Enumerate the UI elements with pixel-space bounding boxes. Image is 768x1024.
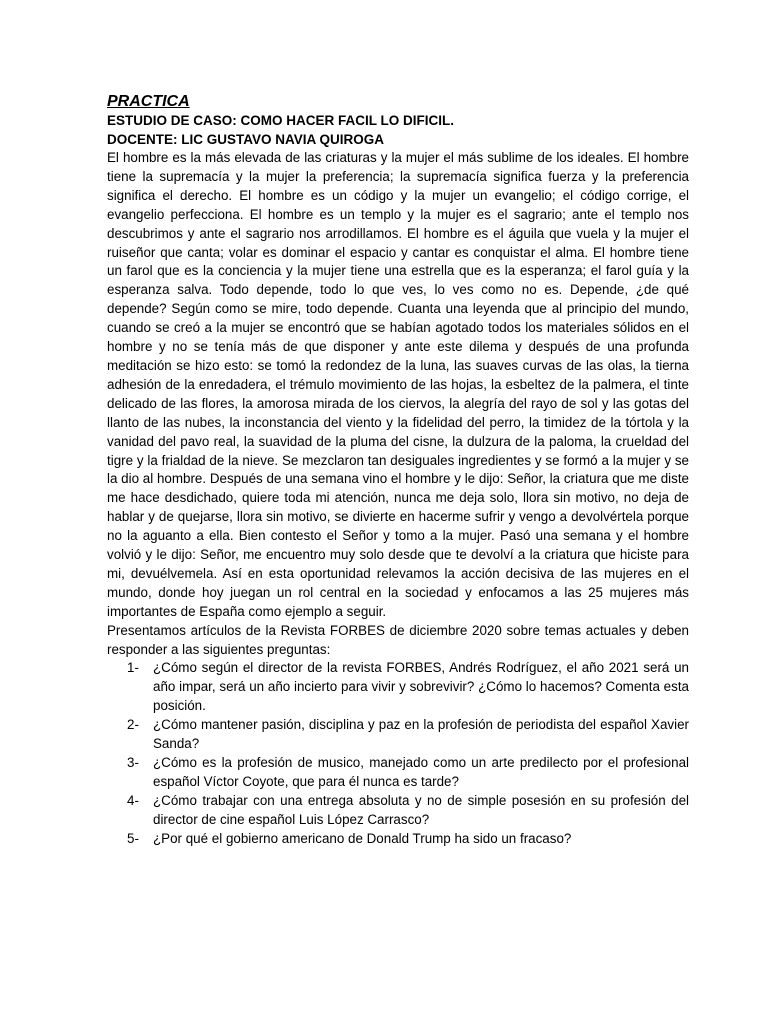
question-item: [107, 659, 689, 716]
question-number: 1-: [127, 660, 139, 676]
case-study-heading: ESTUDIO DE CASO: COMO HACER FACIL LO DIFICIL.: [107, 113, 455, 128]
teacher-heading: DOCENTE: LIC GUSTAVO NAVIA QUIROGA: [107, 131, 385, 147]
questions-list: [107, 659, 689, 848]
question-number: 2-: [127, 717, 139, 733]
document-page: [107, 92, 689, 849]
question-text: ¿Cómo trabajar con una entrega absoluta y no de simple posesión en su profesión del director de cine español Luis López Carrasco?: [153, 792, 689, 827]
body-paragraph: El hombre es la más elevada de las criaturas y la mujer el más sublime de los ideales. El hombre tiene la supremacía y la mujer la preferencia; la supremacía significa fuerza y la preferencia significa el derecho. El hombre es un código y la mujer un evangelio; el código corrige, el evangelio perfecciona. El hombre es un templo y la mujer es el sagrario; ante el templo nos descubrimos y ante el sagrario nos arrodillamos. El hombre es el águila que vuela y la mujer el ruiseñor que canta; volar es dominar el espacio y cantar es conquistar el alma. El hombre tiene un farol que es la conciencia y la mujer tiene una estrella que es la esperanza; el farol guía y la esperanza salva. Todo depende, todo lo que ves, lo ves como no es. Depende, ¿de qué depende? Según como se mire, todo depende. Cuanta una leyenda que al principio del mundo, cuando se creó a la mujer se encontró que se habían agotado todos los materiales sólidos en el hombre y no se tenía más de que disponer y ante este dilema y después de una profunda meditación se hizo esto: se tomó la redondez de la luna, las suaves curvas de las olas, la tierna adhesión de la enredadera, el trémulo movimiento de las hojas, la esbeltez de la palmera, el tinte delicado de las flores, la amorosa mirada de los ciervos, la alegría del rayo de sol y las gotas del llanto de las nubes, la inconstancia del viento y la fidelidad del perro, la timidez de la tórtola y la vanidad del pavo real, la suavidad de la pluma del cisne, la dulzura de la paloma, la crueldad del tigre y la frialdad de la nieve. Se mezclaron tan desiguales ingredientes y se formó a la mujer y se la dio al hombre. Después de una semana vino el hombre y le dijo: Señor, la criatura que me diste me hace desdichado, quiere toda mi atención, nunca me deja solo, llora sin motivo, no deja de hablar y de quejarse, llora sin motivo, se divierte en hacerme sufrir y vengo a devolvértela porque no la aguanto a ella. Bien contesto el Señor y tomo a la mujer. Pasó una semana y el hombre volvió y le dijo: Señor, me encuentro muy solo desde que te devolví a la criatura que hiciste para mi, devuélvemela. Así en esta oportunidad relevamos la acción decisiva de las mujeres en el mundo, donde hoy juegan un rol central en la sociedad y enfocamos a las 25 mujeres más importantes de España como ejemplo a seguir.: [107, 150, 689, 619]
question-text: ¿Cómo según el director de la revista FORBES, Andrés Rodríguez, el año 2021 será un año impar, será un año incierto para vivir y sobrevivir? ¿Cómo lo hacemos? Comenta esta posición.: [153, 660, 689, 714]
question-text: ¿Por qué el gobierno americano de Donald Trump ha sido un fracaso?: [153, 830, 572, 846]
question-item: [107, 716, 689, 754]
question-number: 3-: [127, 755, 139, 770]
document-title: PRACTICA: [107, 93, 190, 110]
question-text: ¿Cómo es la profesión de musico, manejado como un arte predilecto por el profesional español Víctor Coyote, que para él nunca es tarde?: [153, 755, 689, 789]
questions-intro: Presentamos artículos de la Revista FORBES de diciembre 2020 sobre temas actuales y deben responder a las siguientes preguntas:: [107, 622, 689, 657]
question-item: [107, 792, 689, 830]
question-item: [107, 754, 689, 792]
question-item: [107, 830, 689, 849]
question-number: 4-: [127, 792, 139, 808]
question-number: 5-: [127, 830, 139, 846]
question-text: ¿Cómo mantener pasión, disciplina y paz en la profesión de periodista del español Xavier Sanda?: [153, 717, 689, 752]
